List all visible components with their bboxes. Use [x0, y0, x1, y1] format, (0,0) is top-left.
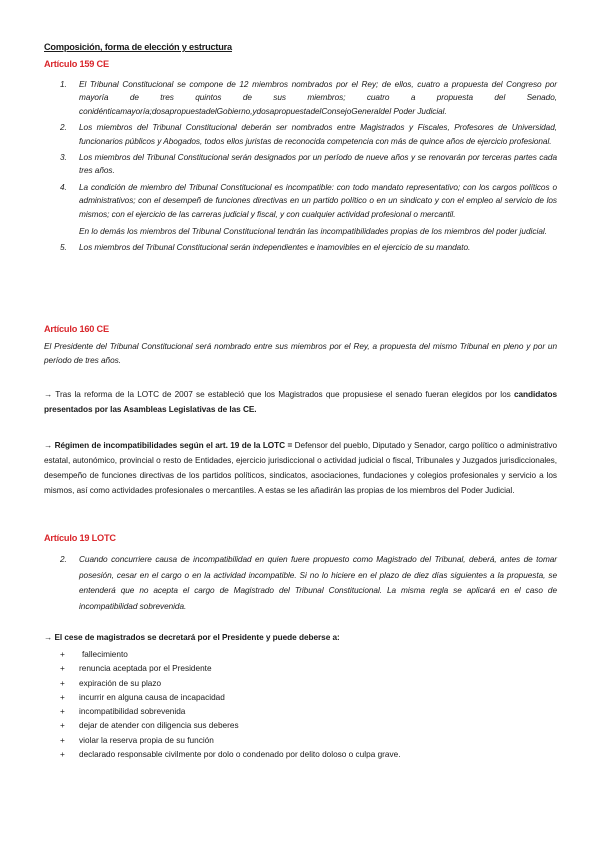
article-159-item-5: [60, 241, 557, 254]
cese-item-text: expiración de su plazo: [79, 678, 162, 688]
cese-item: [60, 648, 401, 662]
bullet: +: [60, 707, 65, 717]
cese-item: [60, 748, 401, 762]
article-19-item-2: [60, 552, 557, 614]
item-number: 1.: [60, 80, 67, 89]
cese-item-text: declarado responsable civilmente por dolo o condenado por delito doloso o culpa grave.: [79, 750, 401, 760]
regimen-text: Defensor del pueblo, Diputado y Senador, cargo político o administrativo estatal, autonómico, provincial o resto de Entidades, ejercicio jurisdiccional o actividad judicial o fiscal, Tribunales y Juzgados jurisdiccionales, desempeño de funciones directivas de los partidos políticos, sindicatos, asociaciones, fundaciones y colegios profesionales y servicio a los mismos, así como actividades profesionales o mercantiles. A estas se les añadirán las propias de los miembros del Poder Judicial.: [44, 441, 557, 495]
reform-lead: → Tras la reforma de la LOTC de 2007 se estableció que los Magistrados que propusiese el senado fueran elegidos por los: [44, 390, 514, 399]
item-text: La condición de miembro del Tribunal Constitucional es incompatible: con todo mandato representativo; con los cargos políticos o administrativos; con el desempeñ de funciones directivas en un partido político o en un sindicato y con el empleo al servicio de los mismos; con el ejercicio de las carreras judicial y fiscal, y con cualquier actividad profesional o mercantil.: [79, 182, 557, 219]
cese-item: [60, 734, 401, 748]
cese-item-text: incurrir en alguna causa de incapacidad: [79, 692, 225, 702]
article-159-list: [60, 78, 557, 258]
reform-paragraph: [44, 387, 557, 417]
article-19-title: Artículo 19 LOTC: [44, 533, 116, 543]
cese-item: [60, 705, 401, 719]
bullet: +: [60, 664, 65, 674]
cese-item-text: violar la reserva propia de su función: [79, 735, 214, 745]
article-19-list: [60, 552, 557, 617]
item-text: Los miembros del Tribunal Constitucional serán designados por un período de nueve años y se renovarán por terceras partes cada tres años.: [79, 153, 557, 176]
item-text: Los miembros del Tribunal Constitucional deberán ser nombrados entre Magistrados y Fiscales, Profesores de Universidad, funcionarios públicos y Abogados, todos ellos juristas de reconocida competencia con más de quince años de ejercicio profesional.: [79, 123, 557, 146]
cese-item: [60, 662, 401, 676]
section-heading: Composición, forma de elección y estructura: [44, 42, 232, 52]
bullet: +: [60, 678, 65, 688]
reform-bold: candidatos presentados por las Asambleas Legislativas de las CE.: [44, 390, 557, 414]
item-text: El Tribunal Constitucional se compone de 12 miembros nombrados por el Rey; de ellos, cuatro a propuesta del Congreso por mayoría de tres quintos de sus miembros; cuatro a propuesta del Senado, conidénticamayoría;dosapropuestadelGobierno,ydosapropuestadelConsejoGeneraldel Poder Judicial.: [79, 80, 557, 116]
article-160-title: Artículo 160 CE: [44, 324, 109, 334]
item-number: 4.: [60, 182, 67, 192]
cese-item: [60, 691, 401, 705]
bullet: +: [60, 750, 65, 760]
cese-item: [60, 677, 401, 691]
cese-list: [60, 648, 401, 762]
item-number: 2.: [60, 123, 67, 133]
cese-item: [60, 719, 401, 733]
article-159-item-1: [60, 78, 557, 118]
cese-item-text: incompatibilidad sobrevenida: [79, 707, 186, 717]
item-number: 2.: [60, 555, 67, 564]
regimen-bold: → Régimen de incompatibilidades según el art. 19 de la LOTC =: [44, 441, 293, 450]
bullet: +: [60, 735, 65, 745]
item-text: Los miembros del Tribunal Constitucional serán independientes e inamovibles en el ejercicio de su mandato.: [79, 243, 471, 253]
cese-item-text: renuncia aceptada por el Presidente: [79, 664, 212, 674]
bullet: +: [60, 650, 65, 659]
regimen-paragraph: [44, 438, 557, 498]
bullet: +: [60, 692, 65, 702]
article-159-continuation: En lo demás los miembros del Tribunal Constitucional tendrán las incompatibilidades propias de los miembros del poder judicial.: [79, 227, 548, 237]
cese-item-text: dejar de atender con diligencia sus deberes: [79, 721, 239, 731]
cese-item-text: fallecimiento: [82, 650, 128, 659]
item-text: Cuando concurriere causa de incompatibilidad en quien fuere propuesto como Magistrado del Tribunal, deberá, antes de tomar posesión, cesar en el cargo o en la actividad incompatible. Si no lo hiciere en el plazo de diez días siguientes a la propuesta, se entenderá que no acepta el cargo de Magistrado del Tribunal Constitucional. La misma regla se aplicará en el caso de incompatibilidad sobrevenida.: [79, 555, 557, 611]
item-number: 5.: [60, 243, 67, 253]
cese-title: → El cese de magistrados se decretará por el Presidente y puede deberse a:: [44, 633, 340, 642]
article-159-item-2: [60, 121, 557, 148]
article-159-item-4: [60, 181, 557, 221]
bullet: +: [60, 721, 65, 731]
article-159-title: Artículo 159 CE: [44, 59, 109, 69]
item-number: 3.: [60, 153, 67, 163]
article-159-item-3: [60, 151, 557, 178]
article-160-text: El Presidente del Tribunal Constitucional será nombrado entre sus miembros por el Rey, a propuesta del mismo Tribunal en pleno y por un período de tres años.: [44, 342, 557, 365]
